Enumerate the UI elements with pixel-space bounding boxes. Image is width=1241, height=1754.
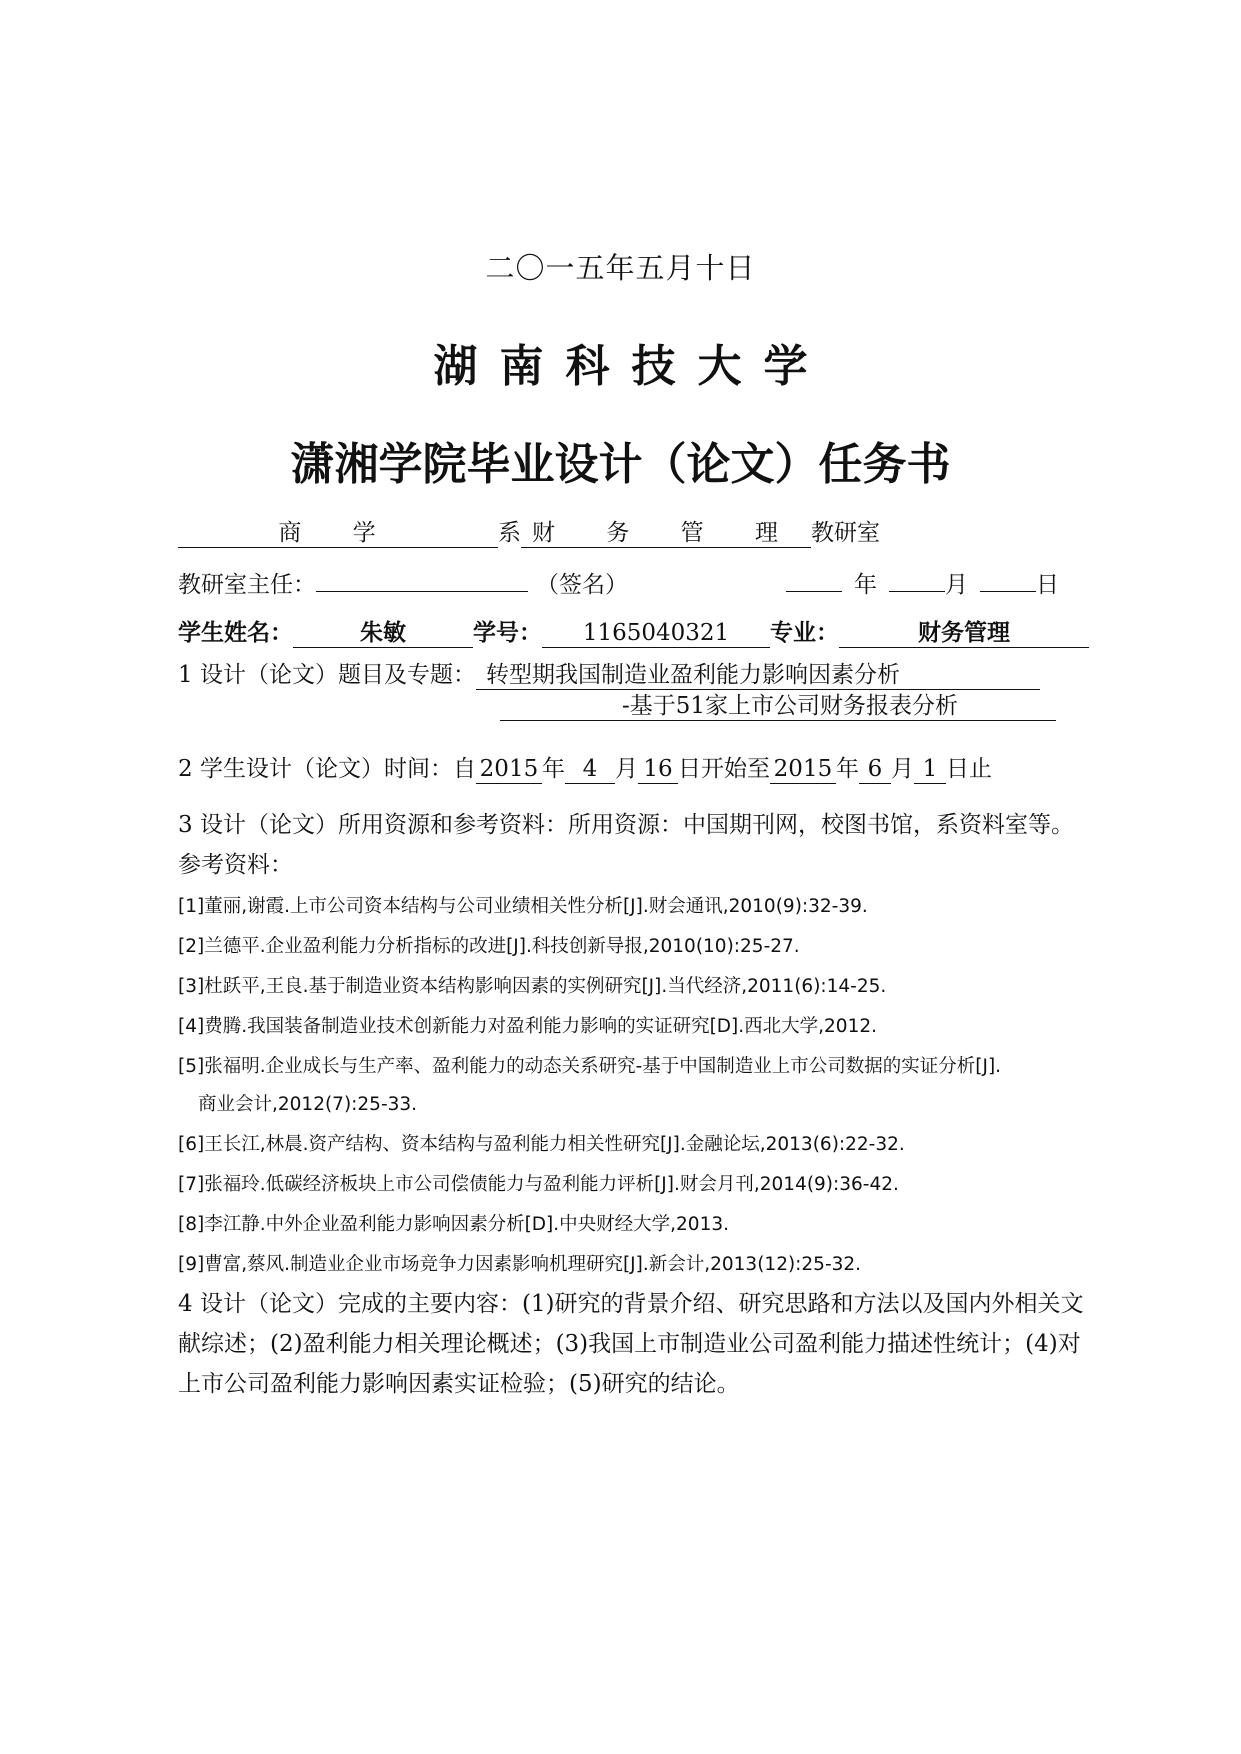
main-content-line: 上市公司盈利能力影响因素实证检验；(5)研究的结论。 bbox=[178, 1371, 740, 1397]
major-label: 专业： bbox=[770, 620, 839, 646]
department-suffix: 系 bbox=[498, 520, 521, 546]
references-label: 参考资料： bbox=[178, 852, 293, 878]
main-content bbox=[178, 1284, 1158, 1404]
director-year-field bbox=[786, 591, 842, 592]
section-field: 财 务 管 理 bbox=[521, 519, 811, 548]
topic-line-1 bbox=[178, 656, 1040, 690]
topic-title: 转型期我国制造业盈利能力影响因素分析 bbox=[476, 661, 1040, 690]
start-year: 2015 bbox=[476, 755, 542, 784]
director-signature-field bbox=[316, 591, 528, 592]
department-line bbox=[178, 514, 880, 548]
topic-subtitle: -基于51家上市公司财务报表分析 bbox=[500, 692, 1056, 721]
student-id: 1165040321 bbox=[542, 619, 770, 648]
time-line bbox=[178, 750, 992, 784]
university-name: 湖南科技大学 bbox=[433, 341, 830, 392]
reference-item: [7]张福玲.低碳经济板块上市公司偿债能力与盈利能力评析[J].财会月刊,2014(9):36-42. bbox=[178, 1174, 899, 1195]
start-year-unit: 年 bbox=[541, 756, 565, 782]
student-name-label: 学生姓名： bbox=[178, 620, 293, 646]
end-day: 1 bbox=[914, 755, 946, 784]
department-field: 商 学 bbox=[178, 519, 498, 548]
director-month-label: 月 bbox=[945, 572, 968, 598]
director-line bbox=[178, 566, 628, 599]
director-month-field bbox=[889, 591, 945, 592]
reference-item: [9]曹富,蔡风.制造业企业市场竞争力因素影响机理研究[J].新会计,2013(12):25-32. bbox=[178, 1254, 862, 1275]
document-title: 潇湘学院毕业设计（论文）任务书 bbox=[290, 439, 951, 490]
director-label: 教研室主任： bbox=[178, 572, 316, 598]
reference-item: [4]费腾.我国装备制造业技术创新能力对盈利能力影响的实证研究[D].西北大学,2012. bbox=[178, 1016, 877, 1037]
director-day-field bbox=[980, 591, 1036, 592]
end-year: 2015 bbox=[770, 755, 836, 784]
time-end: 日止 bbox=[945, 756, 992, 782]
reference-item: [8]李江静.中外企业盈利能力影响因素分析[D].中央财经大学,2013. bbox=[178, 1214, 729, 1235]
signature-note: （签名） bbox=[536, 572, 628, 598]
reference-item: [5]张福明.企业成长与生产率、盈利能力的动态关系研究-基于中国制造业上市公司数据的实证分析[J]. bbox=[178, 1056, 1002, 1077]
end-month-unit: 月 bbox=[890, 756, 914, 782]
reference-item: [1]董丽,谢霞.上市公司资本结构与公司业绩相关性分析[J].财会通讯,2010(9):32-39. bbox=[178, 896, 868, 917]
end-year-unit: 年 bbox=[835, 756, 859, 782]
reference-item: [2]兰德平.企业盈利能力分析指标的改进[J].科技创新导报,2010(10):25-27. bbox=[178, 936, 800, 957]
start-month-unit: 月 bbox=[614, 756, 638, 782]
start-month: 4 bbox=[565, 755, 615, 784]
major: 财务管理 bbox=[839, 619, 1089, 648]
topic-line-2 bbox=[500, 692, 1056, 721]
director-day-label: 日 bbox=[1036, 572, 1059, 598]
student-line bbox=[178, 614, 1089, 648]
reference-item-continuation: 商业会计,2012(7):25-33. bbox=[198, 1094, 418, 1115]
reference-item: [3]杜跃平,王良.基于制造业资本结构影响因素的实例研究[J].当代经济,2011(6):14-25. bbox=[178, 976, 887, 997]
reference-item: [6]王长江,林晨.资产结构、资本结构与盈利能力相关性研究[J].金融论坛,2013(6):22-32. bbox=[178, 1134, 905, 1155]
start-day: 16 bbox=[638, 755, 678, 784]
document-date: 二〇一五年五月十日 bbox=[485, 251, 756, 285]
time-label: 2 学生设计（论文）时间： bbox=[178, 756, 453, 782]
time-from: 自 bbox=[452, 756, 476, 782]
topic-label: 1 设计（论文）题目及专题： bbox=[178, 662, 476, 688]
director-date bbox=[786, 566, 1059, 599]
student-id-label: 学号： bbox=[473, 620, 542, 646]
student-name: 朱敏 bbox=[293, 619, 473, 648]
resources-line: 3 设计（论文）所用资源和参考资料：所用资源：中国期刊网，校图书馆，系资料室等。 bbox=[178, 812, 1074, 838]
main-content-line: 4 设计（论文）完成的主要内容：(1)研究的背景介绍、研究思路和方法以及国内外相关文 bbox=[178, 1291, 1084, 1317]
time-mid: 日开始至 bbox=[677, 756, 770, 782]
director-year-label: 年 bbox=[854, 572, 877, 598]
main-content-line: 献综述；(2)盈利能力相关理论概述；(3)我国上市制造业公司盈利能力描述性统计；(4)对 bbox=[178, 1331, 1081, 1357]
section-suffix: 教研室 bbox=[811, 520, 880, 546]
end-month: 6 bbox=[859, 755, 891, 784]
